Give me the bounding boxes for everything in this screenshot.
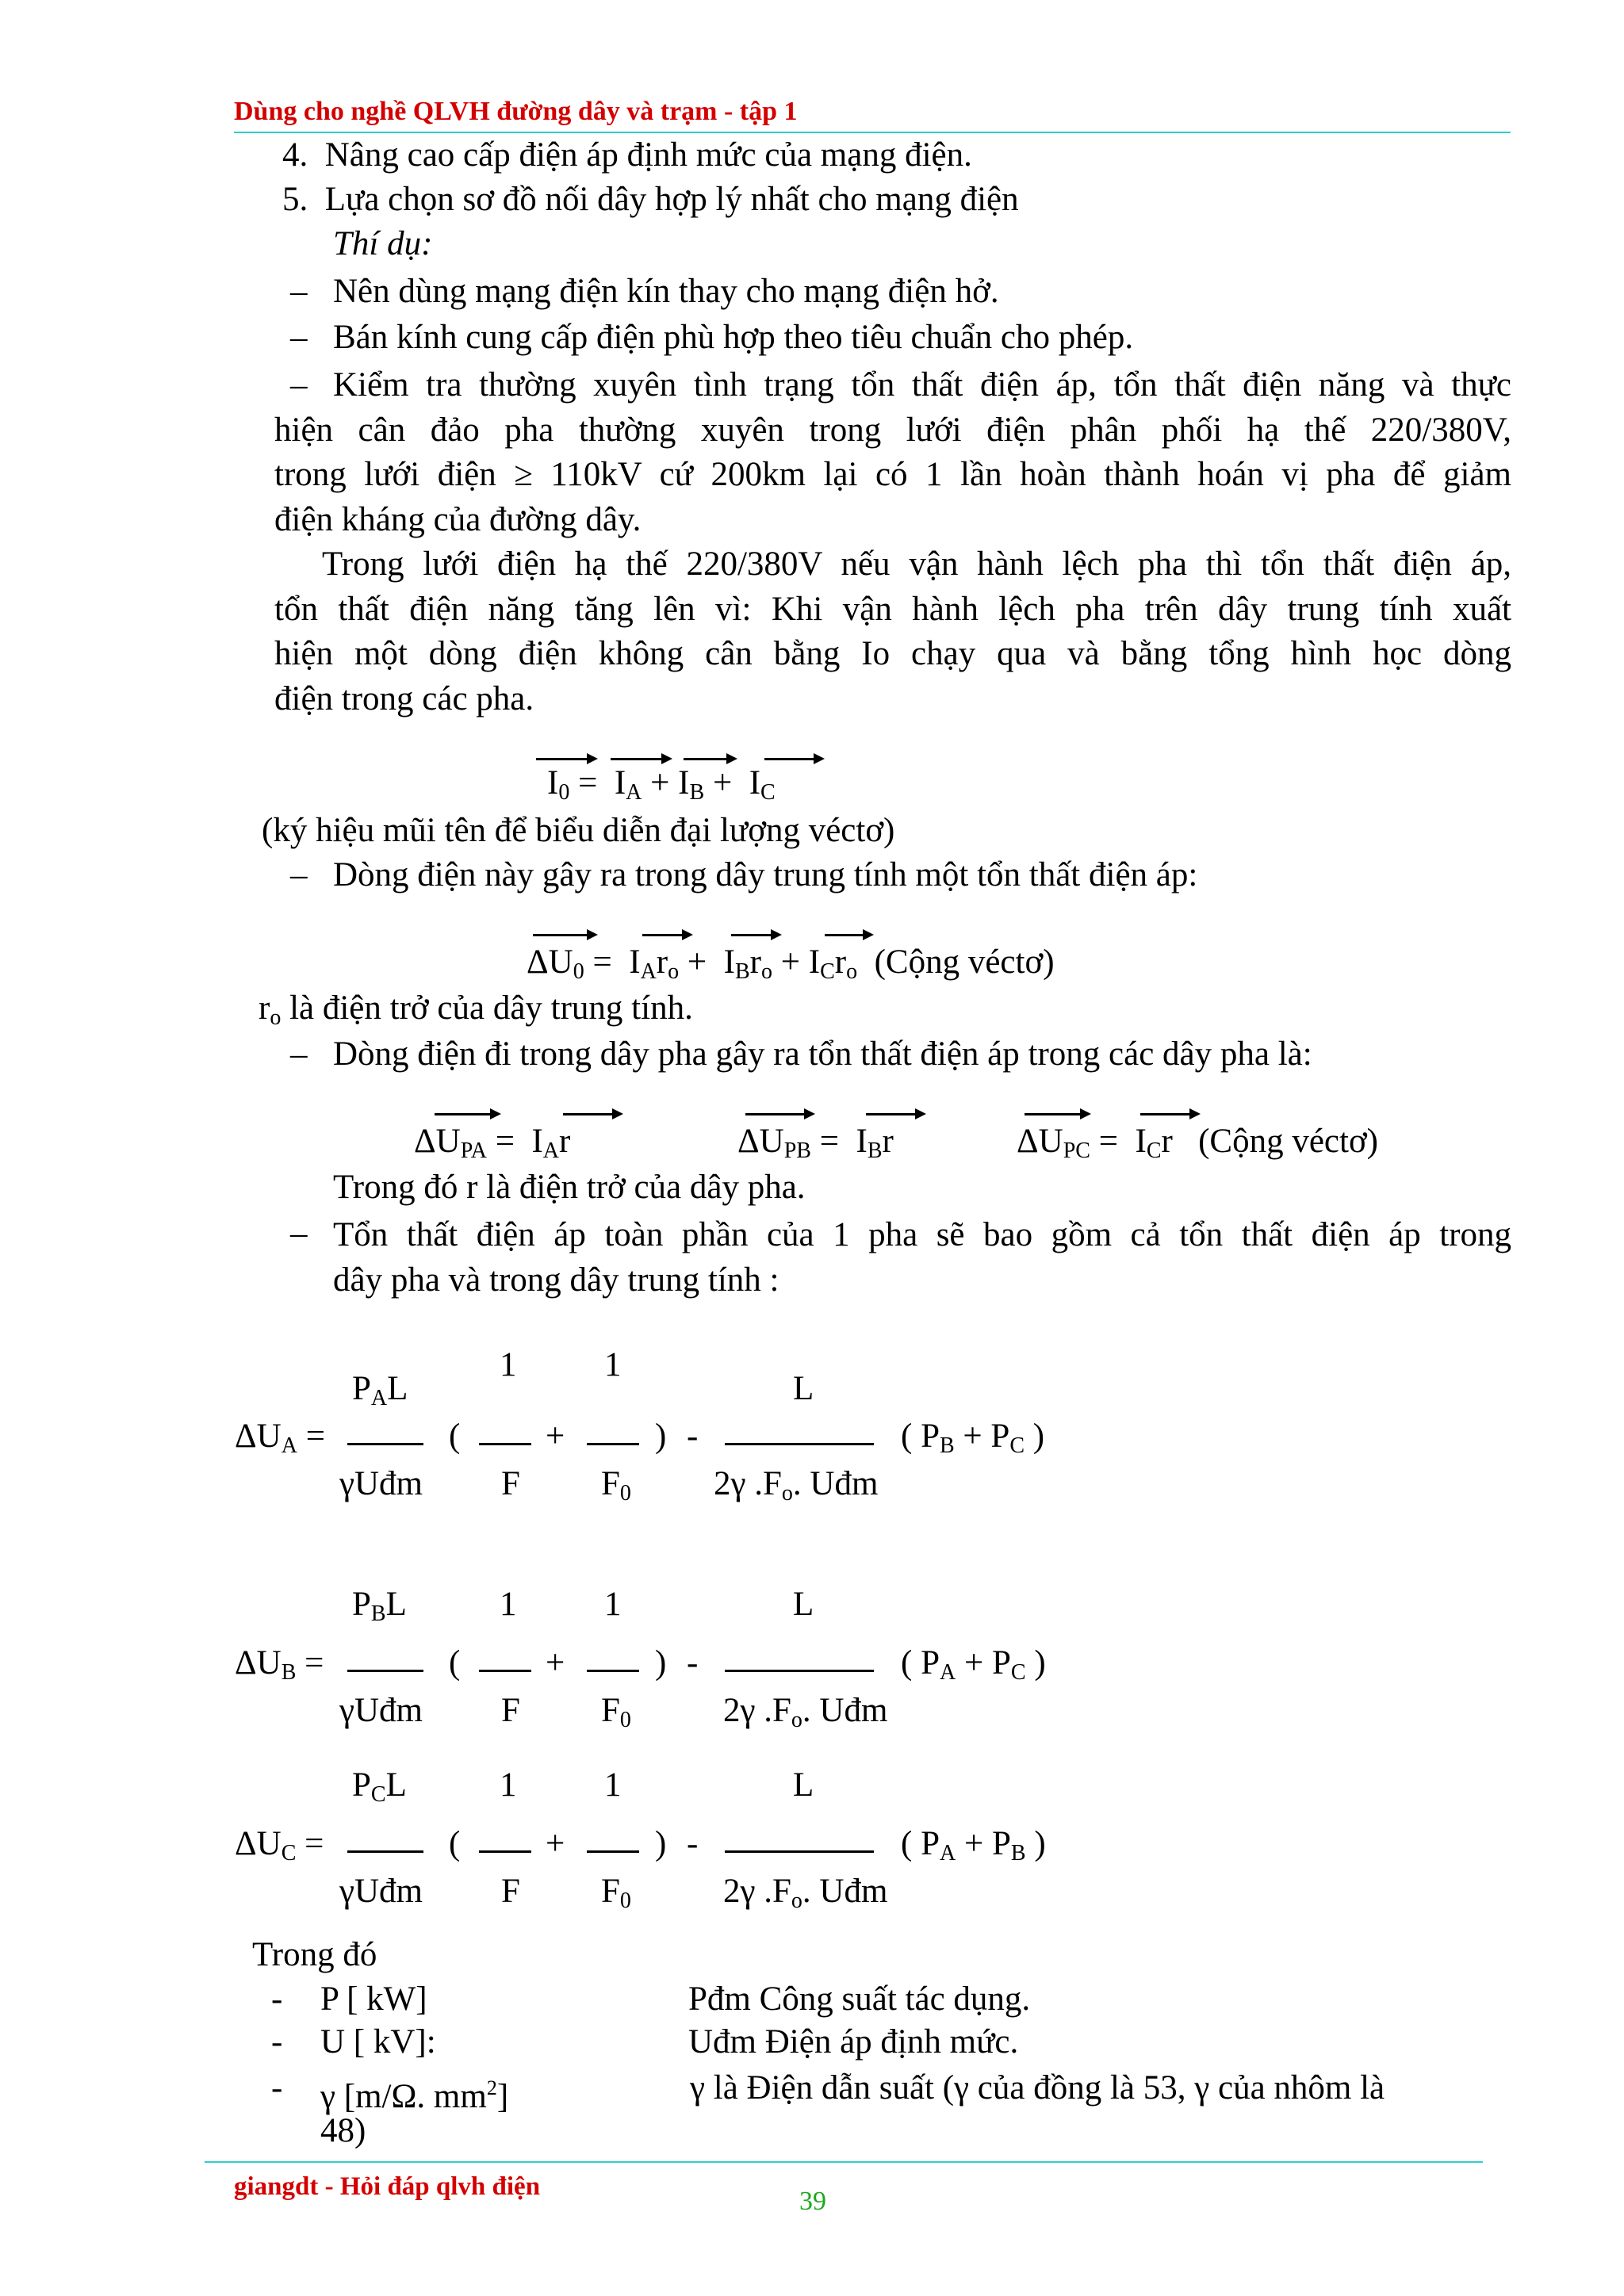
formula-F0: $F_0$ <box>601 1873 631 1913</box>
vector-arrow <box>1140 1113 1196 1115</box>
vector-notation-note: (ký hiệu mũi tên để biểu diễn đại lượng véctơ) <box>262 812 895 849</box>
formula-paren-close: ) <box>655 1418 667 1455</box>
formula-paren-open: ( <box>449 1644 461 1682</box>
formula-lhs: $\Delta U_B$ = <box>235 1644 324 1685</box>
formula-F: F <box>501 1873 520 1910</box>
dash-mark: – <box>290 366 308 404</box>
bullet-supply-radius: Bán kính cung cấp điện phù hợp theo tiêu chuẩn cho phép. <box>333 319 1134 356</box>
r-definition: Trong đó r là điện trở của dây pha. <box>333 1169 806 1206</box>
vector-arrow <box>825 934 869 936</box>
formula-one: 1 <box>604 1586 622 1623</box>
formula-F0: $F_0$ <box>601 1692 631 1732</box>
formula-numerator: $P_AL$ <box>352 1370 408 1410</box>
legend-title: Trong đó <box>252 1936 377 1973</box>
formula-rhs: ( $P_A + P_C$ ) <box>901 1644 1046 1685</box>
fraction-bar <box>725 1443 874 1445</box>
vector-arrow <box>533 934 593 936</box>
formula-denominator: γUđm <box>339 1873 423 1910</box>
formula-L: L <box>793 1586 814 1623</box>
formula-paren-close: ) <box>655 1644 667 1682</box>
formula-F: F <box>501 1692 520 1729</box>
dash-mark: – <box>290 856 308 894</box>
formula-minus: - <box>687 1418 699 1455</box>
fraction-bar <box>347 1443 423 1445</box>
fraction-bar <box>347 1850 423 1853</box>
formula-lhs: $\Delta U_C$ = <box>235 1825 324 1866</box>
formula-numerator: $P_CL$ <box>352 1766 407 1807</box>
fraction-bar <box>725 1670 874 1672</box>
bullet-closed-network: Nên dùng mạng điện kín thay cho mạng điện hở. <box>333 273 999 310</box>
fraction-bar <box>587 1850 639 1853</box>
formula-minus: - <box>687 1644 699 1682</box>
vector-arrow <box>435 1113 496 1115</box>
example-label: Thí dụ: <box>333 225 433 262</box>
formula-plus: + <box>546 1418 565 1455</box>
formula-F: F <box>501 1465 520 1502</box>
ro-definition: $r_o$ là điện trở của dây trung tính. <box>259 989 693 1030</box>
formula-numerator: $P_BL$ <box>352 1586 407 1626</box>
page-number: 39 <box>799 2187 826 2216</box>
vector-arrow <box>1025 1113 1086 1115</box>
formula-rhs: ( $P_A + P_B$ ) <box>901 1825 1046 1866</box>
dash-mark: – <box>290 319 308 356</box>
bullet-neutral-loss: Dòng điện này gây ra trong dây trung tính một tổn thất điện áp: <box>333 856 1198 894</box>
formula-one: 1 <box>500 1586 517 1623</box>
formula-plus: + <box>546 1644 565 1682</box>
formula-rhs: ( $P_B + P_C$ ) <box>901 1418 1045 1458</box>
legend-continuation: 48) <box>320 2112 366 2149</box>
vector-arrow <box>536 758 593 760</box>
formula-paren-open: ( <box>449 1418 461 1455</box>
formula-denominator-2: 2γ $.F_o$. Uđm <box>714 1465 879 1506</box>
vector-arrow <box>764 758 820 760</box>
formula-plus: + <box>546 1825 565 1862</box>
formula-one: 1 <box>604 1766 622 1804</box>
fraction-bar <box>479 1443 531 1445</box>
header-rule <box>234 132 1511 133</box>
vector-arrow <box>611 758 668 760</box>
fraction-bar <box>587 1670 639 1672</box>
formula-paren-open: ( <box>449 1825 461 1862</box>
vector-arrow <box>731 934 777 936</box>
dash-mark: – <box>290 1035 308 1073</box>
fraction-bar <box>479 1850 531 1853</box>
vector-arrow <box>866 1113 921 1115</box>
formula-denominator: γUđm <box>339 1692 423 1729</box>
formula-L: L <box>793 1766 814 1804</box>
paragraph-unbalanced-phases: Trong lưới điện hạ thế 220/380V nếu vận hành lệch pha thì tổn thất điện áp, tổn thất điện năng tăng lên vì: Khi vận hành lệch pha trên dây trung tính xuất hiện một dòng điện không cân bằng Io chạy qua và bằng tổng hình học dòng điện trong các pha. <box>274 545 1511 718</box>
bullet-phase-loss: Dòng điện đi trong dây pha gây ra tổn thất điện áp trong các dây pha là: <box>333 1035 1312 1073</box>
footer-author: giangdt - Hỏi đáp qlvh điện <box>234 2172 541 2201</box>
vector-arrow <box>642 934 688 936</box>
vector-arrow <box>563 1113 619 1115</box>
formula-one: 1 <box>604 1346 622 1383</box>
vector-arrow <box>684 758 733 760</box>
formula-F0: $F_0$ <box>601 1465 631 1506</box>
fraction-bar <box>347 1670 423 1672</box>
formula-one: 1 <box>500 1346 517 1383</box>
page-header-title: Dùng cho nghề QLVH đường dây và trạm - tập 1 <box>234 97 798 126</box>
fraction-bar <box>587 1443 639 1445</box>
list-item-4: 4. Nâng cao cấp điện áp định mức của mạng điện. <box>282 136 972 174</box>
formula-denominator-2: 2γ $.F_o$. Uđm <box>723 1873 888 1913</box>
formula-minus: - <box>687 1825 699 1862</box>
dash-mark: – <box>290 273 308 310</box>
formula-L: L <box>793 1370 814 1407</box>
bullet-phase-balance: Kiểm tra thường xuyên tình trạng tổn thất điện áp, tổn thất điện năng và thực hiện cân đảo pha thường xuyên trong lưới điện phân phối hạ thế 220/380V, trong lưới điện ≥ 110kV cứ 200km lại có 1 lần hoàn thành hoán vị pha để giảm điện kháng của đường dây. <box>274 366 1511 538</box>
formula-denominator: γUđm <box>339 1465 423 1502</box>
fraction-bar <box>479 1670 531 1672</box>
formula-paren-close: ) <box>655 1825 667 1862</box>
formula-denominator-2: 2γ $.F_o$. Uđm <box>723 1692 888 1732</box>
formula-one: 1 <box>500 1766 517 1804</box>
footer-rule <box>205 2161 1483 2163</box>
dash-mark: – <box>290 1215 308 1252</box>
vector-arrow <box>745 1113 810 1115</box>
list-item-5: 5. Lựa chọn sơ đồ nối dây hợp lý nhất cho mạng điện <box>282 181 1019 218</box>
fraction-bar <box>725 1850 874 1853</box>
formula-lhs: $\Delta U_A$ = <box>235 1418 325 1458</box>
bullet-total-loss: Tổn thất điện áp toàn phần của 1 pha sẽ bao gồm cả tổn thất điện áp trong dây pha và trong dây trung tính : <box>333 1216 1511 1299</box>
